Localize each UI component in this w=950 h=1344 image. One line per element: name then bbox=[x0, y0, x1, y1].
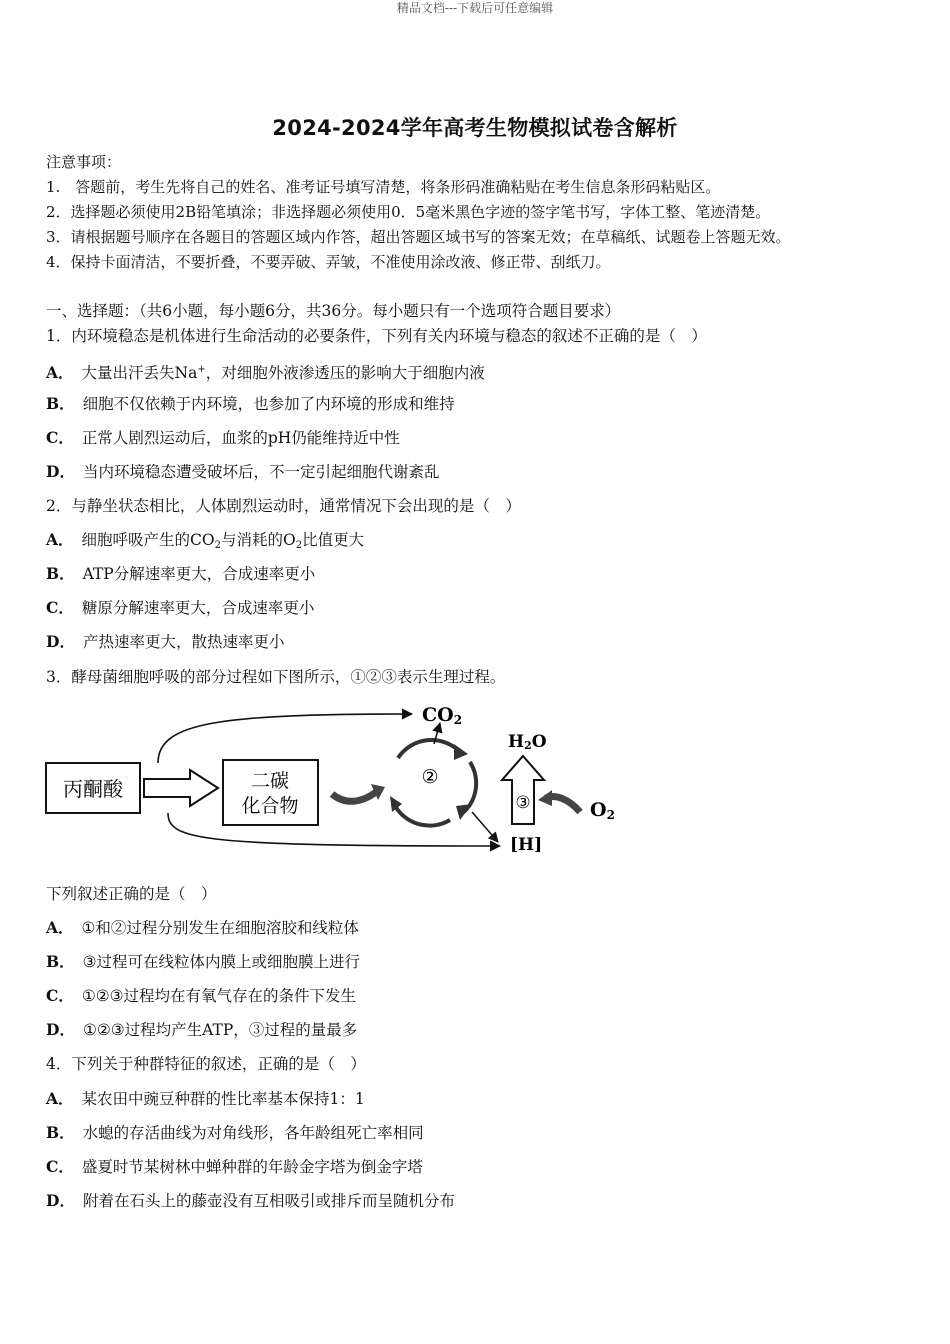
page-header: 精品文档---下载后可任意编辑 bbox=[396, 1, 554, 15]
option-text: 当内环境稳态遭受破坏后，不一定引起细胞代谢紊乱 bbox=[82, 463, 440, 481]
option-letter: B． bbox=[46, 952, 75, 971]
option-letter: D． bbox=[46, 632, 75, 651]
q3-option-b bbox=[46, 952, 360, 972]
option-letter: C． bbox=[46, 986, 74, 1005]
option-text: 糖原分解速率更大，合成速率更小 bbox=[81, 599, 315, 617]
process-3-arrow bbox=[502, 756, 544, 824]
q2-option-c bbox=[46, 598, 314, 618]
q4-option-c bbox=[46, 1157, 423, 1177]
respiration-diagram bbox=[40, 700, 640, 865]
option-letter: B． bbox=[46, 564, 75, 583]
cycle-arrowhead bbox=[454, 744, 468, 760]
option-letter: D． bbox=[46, 1020, 75, 1039]
option-text: 大量出汗丢失Na bbox=[81, 364, 198, 383]
option-letter: B． bbox=[46, 1123, 75, 1142]
dark-arrow-into-cycle bbox=[332, 792, 376, 801]
option-text: 细胞呼吸产生的CO bbox=[81, 531, 215, 549]
q1-option-a bbox=[46, 360, 485, 383]
q2-option-d bbox=[46, 632, 284, 652]
option-text: 细胞不仅依赖于内环境，也参加了内环境的形成和维持 bbox=[82, 395, 455, 413]
option-letter: D． bbox=[46, 462, 75, 481]
option-text: ③过程可在线粒体内膜上或细胞膜上进行 bbox=[82, 953, 361, 971]
two-carbon-label: 化合物 bbox=[241, 795, 299, 817]
q4-option-a bbox=[46, 1089, 365, 1109]
q4-option-d bbox=[46, 1191, 455, 1211]
option-text: ，对细胞外液渗透压的影响大于细胞内液 bbox=[205, 364, 485, 383]
option-letter: A． bbox=[46, 1089, 74, 1108]
q1-option-b bbox=[46, 394, 455, 414]
option-text: ①和②过程分别发生在细胞溶胶和线粒体 bbox=[81, 919, 359, 937]
section-heading: 一、选择题：（共6小题，每小题6分，共36分。每小题只有一个选项符合题目要求） bbox=[46, 302, 621, 320]
q3-option-c bbox=[46, 986, 356, 1006]
notes-heading: 注意事项： bbox=[46, 153, 122, 171]
o2-label: O2 bbox=[590, 799, 615, 822]
option-text: ATP分解速率更大，合成速率更小 bbox=[82, 565, 316, 583]
page-title: 2024-2024学年高考生物模拟试卷含解析 bbox=[272, 116, 678, 140]
h-label: [H] bbox=[510, 835, 543, 855]
option-letter: C． bbox=[46, 598, 74, 617]
q2-option-a bbox=[46, 530, 364, 556]
option-text: ①②③过程均产生ATP，③过程的量最多 bbox=[82, 1021, 358, 1039]
q3-option-d bbox=[46, 1020, 357, 1040]
q3-ask: 下列叙述正确的是（ ） bbox=[46, 885, 217, 903]
option-text: 盛夏时节某树林中蝉种群的年龄金字塔为倒金字塔 bbox=[81, 1158, 423, 1176]
q4-stem: 4．下列关于种群特征的叙述，正确的是（ ） bbox=[46, 1055, 366, 1073]
process-3-label: ③ bbox=[515, 793, 531, 813]
option-text: 正常人剧烈运动后，血浆的pH仍能维持近中性 bbox=[81, 429, 400, 447]
subscript: 2 bbox=[295, 540, 303, 551]
o2-arrow-head bbox=[538, 790, 552, 806]
option-letter: C． bbox=[46, 1157, 74, 1176]
option-letter: A． bbox=[46, 530, 74, 549]
option-text: 比值更大 bbox=[302, 531, 365, 549]
option-letter: A． bbox=[46, 918, 74, 937]
option-text: 产热速率更大，散热速率更小 bbox=[82, 633, 285, 651]
q3-stem: 3．酵母菌细胞呼吸的部分过程如下图所示，①②③表示生理过程。 bbox=[46, 668, 506, 686]
option-text: 某农田中豌豆种群的性比率基本保持1：1 bbox=[81, 1090, 365, 1108]
note-item: 4．保持卡面清洁，不要折叠，不要弄破、弄皱，不准使用涂改液、修正带、刮纸刀。 bbox=[46, 253, 611, 271]
q3-option-a bbox=[46, 918, 359, 938]
arrow-to-h bbox=[168, 813, 500, 846]
option-text: ①②③过程均在有氧气存在的条件下发生 bbox=[81, 987, 357, 1005]
subscript: 2 bbox=[214, 540, 221, 551]
note-item: 1. 答题前，考生先将自己的姓名、准考证号填写清楚，将条形码准确粘贴在考生信息条形码粘贴区。 bbox=[46, 178, 721, 196]
h2o-label: H2O bbox=[508, 732, 547, 752]
q1-stem: 1．内环境稳态是机体进行生命活动的必要条件，下列有关内环境与稳态的叙述不正确的是（ ） bbox=[46, 327, 707, 345]
co2-label: CO2 bbox=[422, 704, 463, 727]
option-letter: B． bbox=[46, 394, 75, 413]
option-letter: D． bbox=[46, 1191, 75, 1210]
q4-option-b bbox=[46, 1123, 424, 1143]
arrow-to-co2 bbox=[158, 714, 412, 763]
q2-stem: 2．与静坐状态相比，人体剧烈运动时，通常情况下会出现的是（ ） bbox=[46, 497, 521, 515]
pyruvate-label: 丙酮酸 bbox=[63, 777, 123, 801]
option-text: 附着在石头上的藤壶没有互相吸引或排斥而呈随机分布 bbox=[82, 1192, 455, 1210]
superscript: + bbox=[197, 364, 206, 375]
note-item: 2．选择题必须使用2B铅笔填涂；非选择题必须使用0．5毫米黑色字迹的签字笔书写，字体工整、笔迹清楚。 bbox=[46, 203, 771, 221]
note-item: 3．请根据题号顺序在各题目的答题区域内作答，超出答题区域书写的答案无效；在草稿纸、试题卷上答题无效。 bbox=[46, 228, 791, 246]
cycle-arrowhead bbox=[456, 804, 472, 820]
q2-option-b bbox=[46, 564, 315, 584]
cycle-to-h-arrow bbox=[472, 812, 498, 842]
q1-option-d bbox=[46, 462, 439, 482]
q1-option-c bbox=[46, 428, 400, 448]
option-letter: C． bbox=[46, 428, 74, 447]
option-text: 水螅的存活曲线为对角线形，各年龄组死亡率相同 bbox=[82, 1124, 424, 1142]
option-text: 与消耗的O bbox=[220, 531, 296, 549]
two-carbon-label: 二碳 bbox=[250, 770, 290, 792]
cycle-label: ② bbox=[421, 766, 439, 788]
hollow-arrow bbox=[144, 770, 218, 806]
option-letter: A． bbox=[46, 363, 74, 383]
